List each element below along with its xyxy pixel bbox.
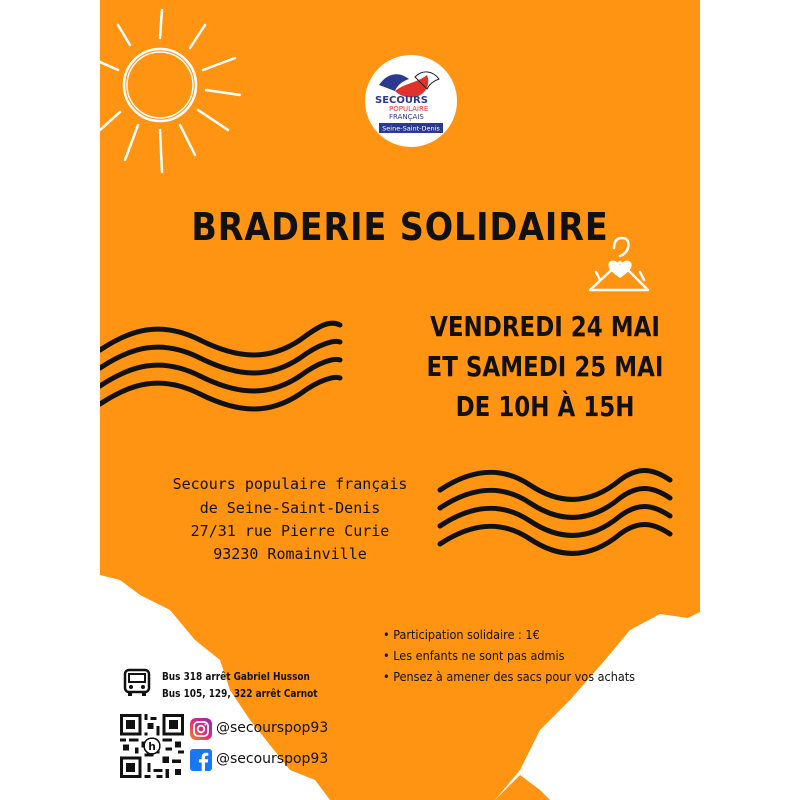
page-title: BRADERIE SOLIDAIRE [191, 205, 609, 249]
qr-code[interactable] [120, 714, 184, 778]
logo-line1: SECOURS [375, 95, 428, 106]
poster [100, 0, 700, 800]
bus-line-2: Bus 105, 129, 322 arrêt Carnot [162, 688, 318, 700]
facebook-handle[interactable]: @secourspop93 [216, 751, 329, 767]
address-line-2: de Seine-Saint-Denis [199, 499, 381, 517]
hours-line: DE 10H À 15H [455, 390, 635, 423]
logo-line2: POPULAIRE [389, 105, 429, 113]
facebook-icon[interactable] [190, 749, 212, 771]
bus-line-1: Bus 318 arrêt Gabriel Husson [162, 671, 310, 683]
info-item: • Participation solidaire : 1€ [383, 624, 635, 645]
logo-emblem [365, 55, 457, 147]
date-line-1: VENDREDI 24 MAI [430, 310, 660, 343]
address-line-1: Secours populaire français [172, 475, 408, 493]
address-line-4: 93230 Romainville [213, 545, 367, 563]
svg-text:h: h [148, 739, 156, 753]
bus-icon [122, 668, 152, 698]
instagram-handle[interactable]: @secourspop93 [216, 720, 329, 736]
logo-line3: FRANÇAIS [389, 113, 424, 121]
info-item: • Les enfants ne sont pas admis [383, 645, 635, 666]
instagram-icon[interactable] [190, 718, 212, 740]
logo-tag: Seine-Saint-Denis [382, 124, 440, 133]
info-list [383, 624, 635, 687]
secours-populaire-logo [365, 55, 457, 147]
address-line-3: 27/31 rue Pierre Curie [190, 522, 390, 540]
info-item: • Pensez à amener des sacs pour vos achats [383, 666, 635, 687]
date-line-2: ET SAMEDI 25 MAI [426, 350, 664, 383]
